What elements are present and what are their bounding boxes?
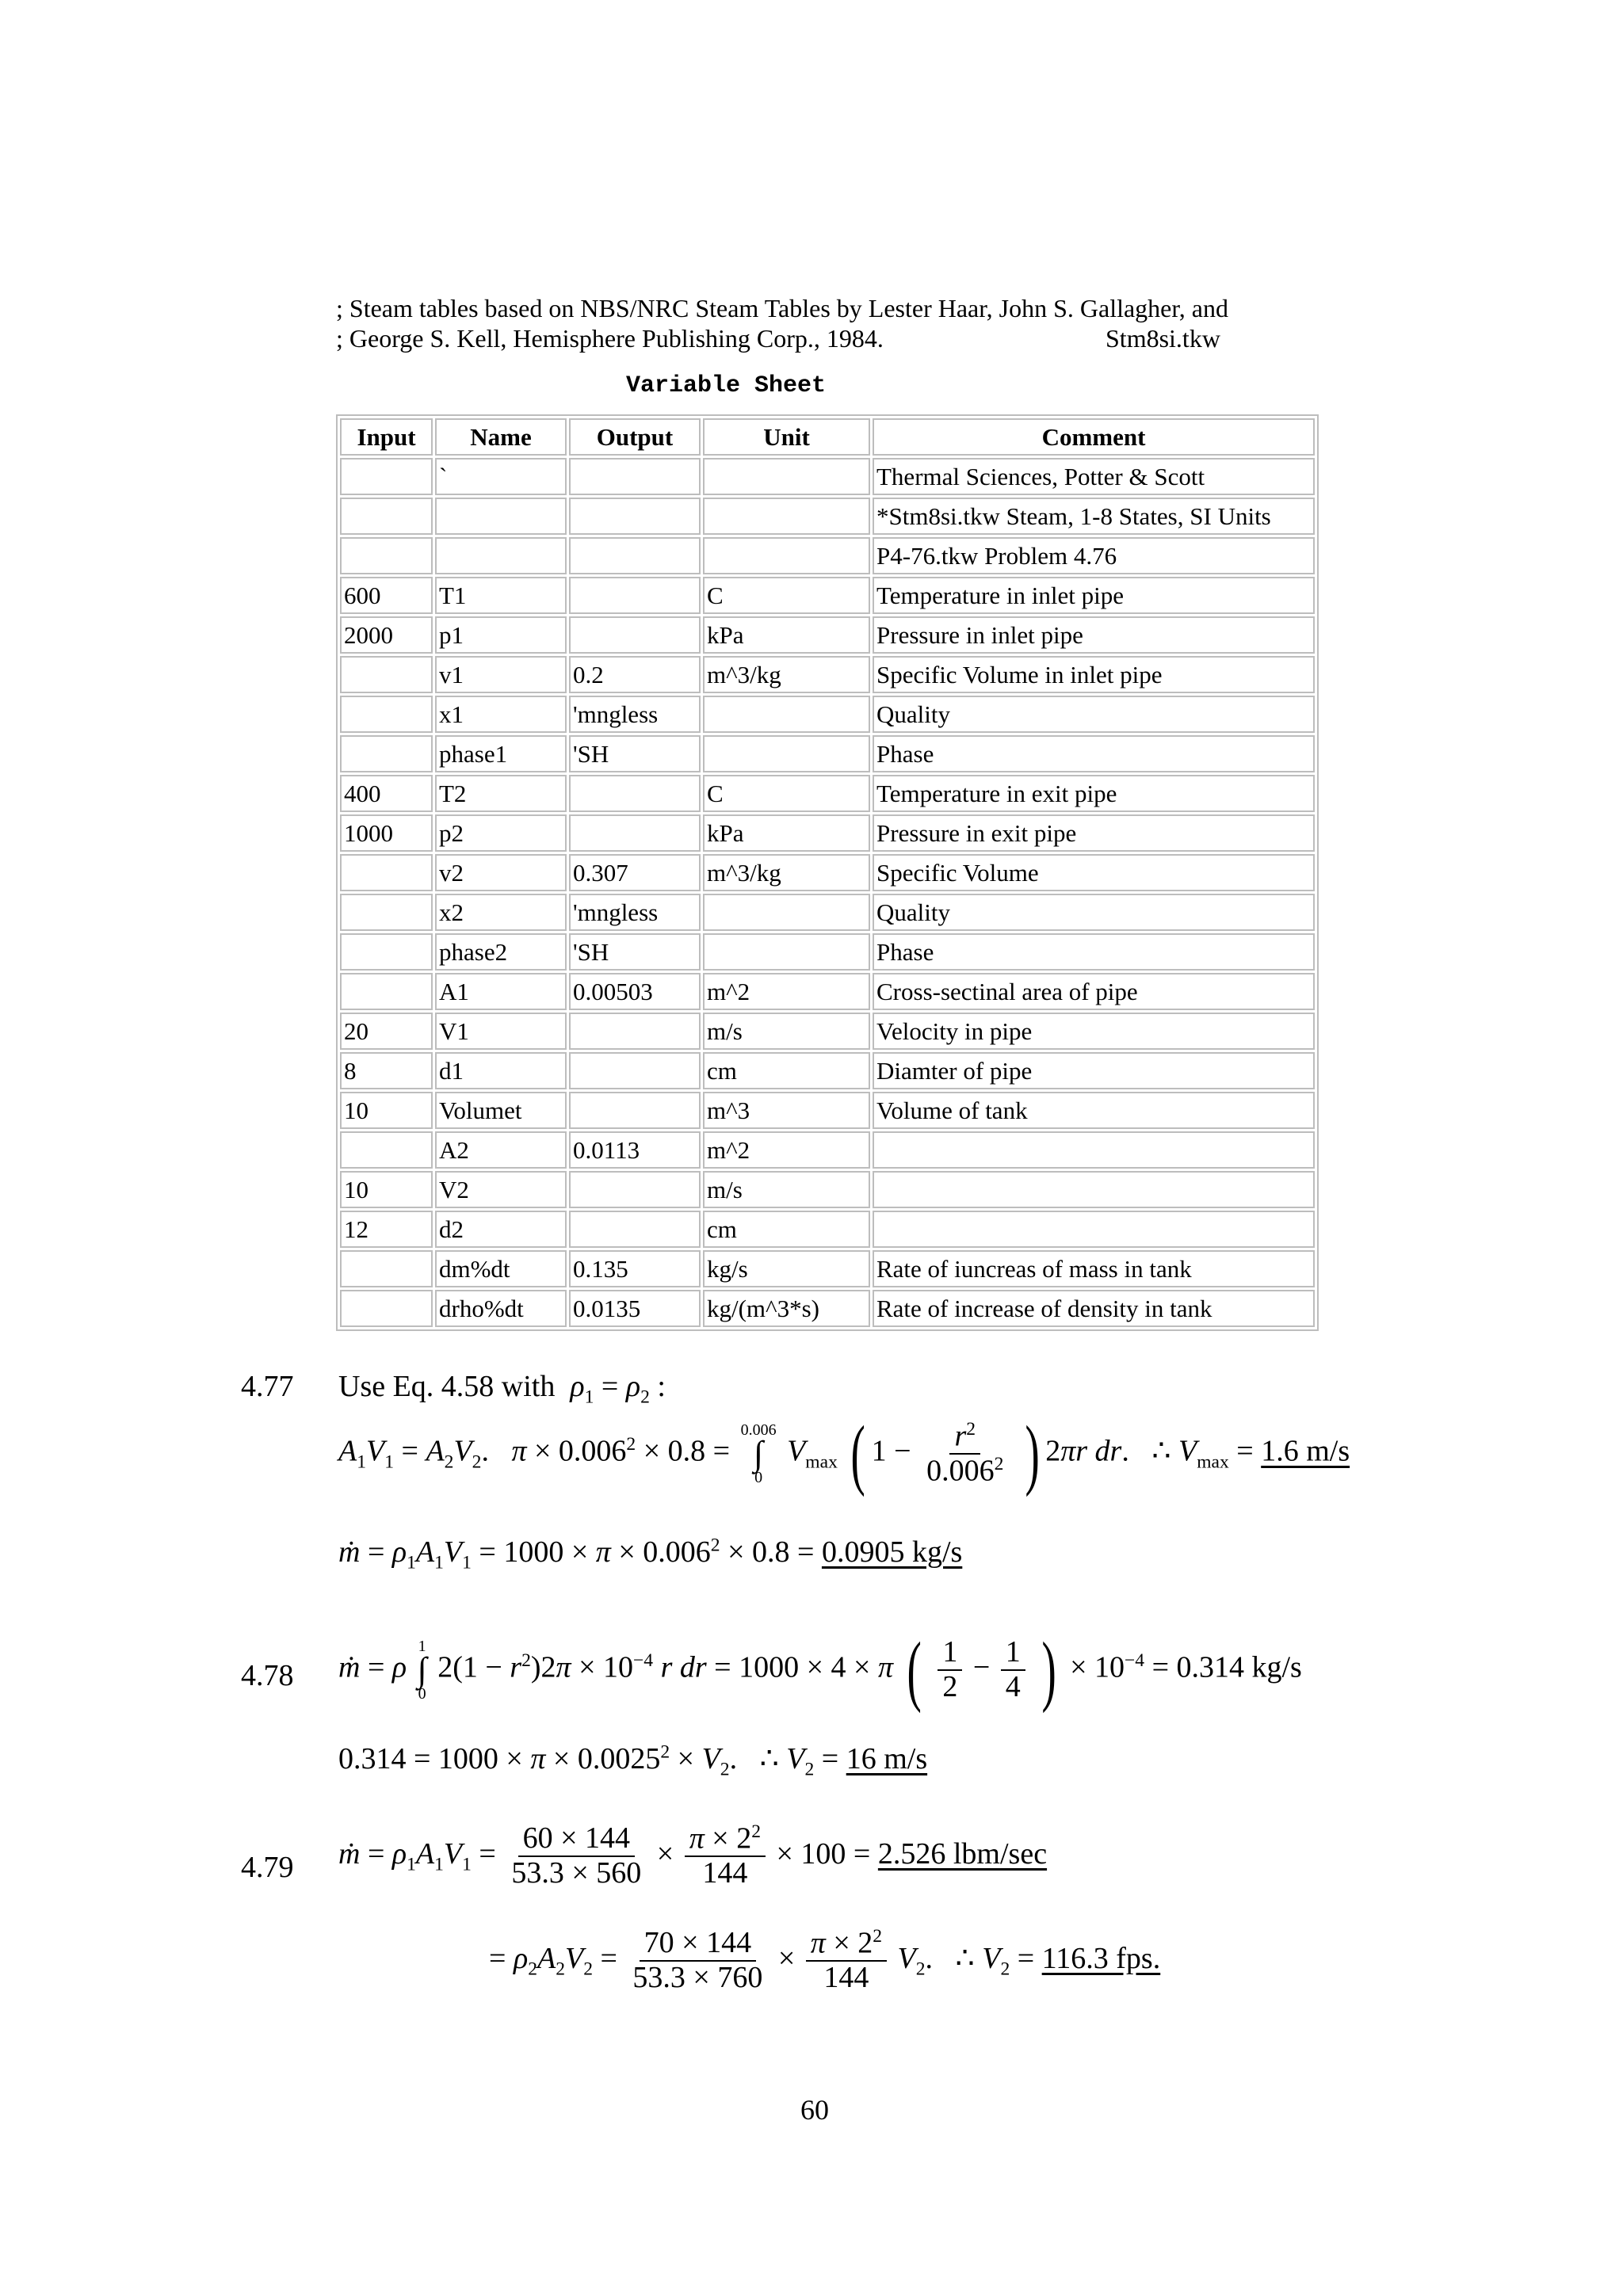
cell-unit xyxy=(703,933,870,971)
table-row xyxy=(340,1013,1315,1050)
problem-4-77-intro: Use Eq. 4.58 with $\rho_1 = \rho_2$ : xyxy=(338,1370,666,1408)
cell-comment: P4-76.tkw Problem 4.76 xyxy=(873,537,1315,574)
equation-4-78-a: ṁ = ρ 1 ∫ 0 $2(1 - r^2)2\pi \times 10^{-4}$ r dr = 1000 × 4 × π ( $\frac{1}{2}$ − $\frac{1}{4}$ ) × $10^{-4} = 0.314$ kg/s xyxy=(338,1626,1302,1714)
cell-unit xyxy=(703,894,870,931)
cell-unit: m^3/kg xyxy=(703,656,870,693)
cell-input xyxy=(340,498,433,535)
cell-unit: cm xyxy=(703,1052,870,1089)
cell-output xyxy=(569,1092,701,1129)
problem-number-4-79: 4.79 xyxy=(241,1851,294,1884)
cell-input: 12 xyxy=(340,1211,433,1248)
cell-comment xyxy=(873,1171,1315,1208)
cell-name: A2 xyxy=(435,1131,567,1169)
column-header-comment: Comment xyxy=(873,418,1315,456)
cell-output xyxy=(569,616,701,654)
cell-comment: Thermal Sciences, Potter & Scott xyxy=(873,458,1315,495)
cell-unit: C xyxy=(703,775,870,812)
equation-4-77-b: ṁ = $\rho_1A_1V_1 = 1000 \times \pi \times 0.006^2 \times 0.8 = 0.0905$ kg/s xyxy=(338,1535,963,1573)
table-row xyxy=(340,577,1315,614)
cell-unit: m/s xyxy=(703,1013,870,1050)
result-v2-4-79: 116.3 fps. xyxy=(1041,1941,1161,1975)
cell-unit: m/s xyxy=(703,1171,870,1208)
cell-output xyxy=(569,458,701,495)
table-row xyxy=(340,894,1315,931)
cell-output xyxy=(569,814,701,852)
cell-unit: m^3 xyxy=(703,1092,870,1129)
cell-input xyxy=(340,537,433,574)
result-mass-flow-4-78: 0.314 kg/s xyxy=(1176,1650,1302,1684)
cell-input: 10 xyxy=(340,1171,433,1208)
result-mass-flow-4-77: 0.0905 kg/s xyxy=(821,1535,963,1569)
cell-unit: kg/s xyxy=(703,1250,870,1287)
cell-unit: kg/(m^3*s) xyxy=(703,1290,870,1327)
cell-name: d1 xyxy=(435,1052,567,1089)
cell-unit: kPa xyxy=(703,814,870,852)
cell-name xyxy=(435,498,567,535)
cell-comment xyxy=(873,1131,1315,1169)
equation-4-78-b: $0.314 = 1000 \times \pi \times 0.0025^2 \times V_2$. ∴ $V_2 = 16$ m/s xyxy=(338,1741,928,1780)
table-row xyxy=(340,537,1315,574)
cell-input: 10 xyxy=(340,1092,433,1129)
cell-name: T1 xyxy=(435,577,567,614)
cell-output xyxy=(569,775,701,812)
cell-unit: m^3/kg xyxy=(703,854,870,891)
table-row xyxy=(340,1092,1315,1129)
cell-unit: m^2 xyxy=(703,1131,870,1169)
cell-unit: C xyxy=(703,577,870,614)
cell-comment: Quality xyxy=(873,696,1315,733)
cell-comment: Rate of iuncreas of mass in tank xyxy=(873,1250,1315,1287)
cell-input xyxy=(340,458,433,495)
cell-name: drho%dt xyxy=(435,1290,567,1327)
cell-output xyxy=(569,1171,701,1208)
column-header-output: Output xyxy=(569,418,701,456)
cell-comment: Specific Volume xyxy=(873,854,1315,891)
cell-output: 'SH xyxy=(569,735,701,772)
table-row xyxy=(340,1211,1315,1248)
cell-input xyxy=(340,973,433,1010)
cell-output: 'mngless xyxy=(569,696,701,733)
variable-sheet-title: Variable Sheet xyxy=(626,372,827,399)
cell-name: Volumet xyxy=(435,1092,567,1129)
cell-output: 0.135 xyxy=(569,1250,701,1287)
cell-unit xyxy=(703,537,870,574)
cell-comment: Velocity in pipe xyxy=(873,1013,1315,1050)
table-row xyxy=(340,696,1315,733)
cell-comment: Temperature in exit pipe xyxy=(873,775,1315,812)
cell-input: 400 xyxy=(340,775,433,812)
cell-output xyxy=(569,1013,701,1050)
cell-input xyxy=(340,854,433,891)
cell-name xyxy=(435,537,567,574)
table-header-row xyxy=(340,418,1315,456)
cell-name: v2 xyxy=(435,854,567,891)
cell-output: 0.0135 xyxy=(569,1290,701,1327)
cell-comment: *Stm8si.tkw Steam, 1-8 States, SI Units xyxy=(873,498,1315,535)
cell-name: x2 xyxy=(435,894,567,931)
cell-comment: Phase xyxy=(873,735,1315,772)
table-row xyxy=(340,656,1315,693)
equation-4-79-a: ṁ = $\rho_1A_1V_1$ = $\frac{60 \times 144}{53.3 \times 560}$ × $\frac{\pi \times 2^2}{144}$ × 100 = 2.526 lbm/sec xyxy=(338,1821,1048,1890)
table-row xyxy=(340,1052,1315,1089)
table-row xyxy=(340,854,1315,891)
table-row xyxy=(340,1290,1315,1327)
problem-number-4-77: 4.77 xyxy=(241,1370,294,1403)
cell-input xyxy=(340,894,433,931)
cell-input: 2000 xyxy=(340,616,433,654)
cell-comment: Specific Volume in inlet pipe xyxy=(873,656,1315,693)
table-row xyxy=(340,775,1315,812)
cell-output: 0.307 xyxy=(569,854,701,891)
cell-name: phase1 xyxy=(435,735,567,772)
table-row xyxy=(340,814,1315,852)
cell-comment: Phase xyxy=(873,933,1315,971)
cell-name: phase2 xyxy=(435,933,567,971)
equation-4-77-a: $A_1V_1 = A_2V_2$. $\pi \times 0.006^2 \times 0.8$ = 0.006 ∫ 0 $V_{max}$ ( 1 − $\frac{r^2}{0.006^2}$ ) 2πr dr. ∴ $V_{max} = 1.6$ m/s xyxy=(338,1409,1350,1497)
cell-comment: Diamter of pipe xyxy=(873,1052,1315,1089)
cell-name: ` xyxy=(435,458,567,495)
cell-unit: kPa xyxy=(703,616,870,654)
problem-4-77-intro-text: Use Eq. 4.58 with xyxy=(338,1370,556,1403)
cell-input xyxy=(340,735,433,772)
table-row xyxy=(340,498,1315,535)
cell-name: d2 xyxy=(435,1211,567,1248)
cell-comment: Cross-sectinal area of pipe xyxy=(873,973,1315,1010)
cell-input xyxy=(340,933,433,971)
cell-output xyxy=(569,498,701,535)
cell-input xyxy=(340,1290,433,1327)
result-mass-flow-4-79: 2.526 lbm/sec xyxy=(877,1836,1048,1871)
cell-name: V2 xyxy=(435,1171,567,1208)
cell-name: v1 xyxy=(435,656,567,693)
cell-input: 600 xyxy=(340,577,433,614)
problem-number-4-78: 4.78 xyxy=(241,1659,294,1692)
cell-unit xyxy=(703,735,870,772)
cell-name: p2 xyxy=(435,814,567,852)
table-row xyxy=(340,735,1315,772)
cell-output: 0.2 xyxy=(569,656,701,693)
cell-output xyxy=(569,1052,701,1089)
cell-comment: Pressure in exit pipe xyxy=(873,814,1315,852)
cell-output: 'mngless xyxy=(569,894,701,931)
cell-unit: cm xyxy=(703,1211,870,1248)
cell-output xyxy=(569,577,701,614)
result-vmax: 1.6 m/s xyxy=(1261,1434,1350,1468)
table-row xyxy=(340,933,1315,971)
cell-comment: Quality xyxy=(873,894,1315,931)
cell-output xyxy=(569,537,701,574)
header-filename: Stm8si.tkw xyxy=(1106,324,1220,353)
variable-sheet-table xyxy=(336,414,1319,1331)
cell-unit xyxy=(703,696,870,733)
cell-name: p1 xyxy=(435,616,567,654)
cell-name: A1 xyxy=(435,973,567,1010)
table-row xyxy=(340,973,1315,1010)
table-row xyxy=(340,1131,1315,1169)
column-header-unit: Unit xyxy=(703,418,870,456)
cell-comment xyxy=(873,1211,1315,1248)
cell-comment: Volume of tank xyxy=(873,1092,1315,1129)
cell-output xyxy=(569,1211,701,1248)
cell-input xyxy=(340,1131,433,1169)
header-line-2: ; George S. Kell, Hemisphere Publishing Corp., 1984. xyxy=(336,324,884,353)
equation-4-79-b: = $\rho_2A_2V_2$ = $\frac{70 \times 144}{53.3 \times 760}$ × $\frac{\pi \times 2^2}{144}$ $V_2$. ∴ $V_2 = 116.3$ fps. xyxy=(489,1926,1161,1995)
cell-comment: Pressure in inlet pipe xyxy=(873,616,1315,654)
cell-input: 20 xyxy=(340,1013,433,1050)
header-line-1: ; Steam tables based on NBS/NRC Steam Tables by Lester Haar, John S. Gallagher, and xyxy=(336,294,1228,322)
cell-comment: Temperature in inlet pipe xyxy=(873,577,1315,614)
cell-input xyxy=(340,1250,433,1287)
column-header-input: Input xyxy=(340,418,433,456)
table-row xyxy=(340,616,1315,654)
table-row xyxy=(340,458,1315,495)
column-header-name: Name xyxy=(435,418,567,456)
cell-comment: Rate of increase of density in tank xyxy=(873,1290,1315,1327)
cell-name: V1 xyxy=(435,1013,567,1050)
cell-name: x1 xyxy=(435,696,567,733)
cell-input: 8 xyxy=(340,1052,433,1089)
cell-name: T2 xyxy=(435,775,567,812)
cell-unit xyxy=(703,498,870,535)
cell-output: 0.0113 xyxy=(569,1131,701,1169)
cell-input xyxy=(340,696,433,733)
cell-unit xyxy=(703,458,870,495)
cell-name: dm%dt xyxy=(435,1250,567,1287)
table-row xyxy=(340,1250,1315,1287)
cell-input: 1000 xyxy=(340,814,433,852)
result-v2-4-78: 16 m/s xyxy=(846,1742,928,1775)
table-row xyxy=(340,1171,1315,1208)
cell-output: 0.00503 xyxy=(569,973,701,1010)
cell-unit: m^2 xyxy=(703,973,870,1010)
page-number: 60 xyxy=(800,2094,829,2126)
cell-output: 'SH xyxy=(569,933,701,971)
cell-input xyxy=(340,656,433,693)
